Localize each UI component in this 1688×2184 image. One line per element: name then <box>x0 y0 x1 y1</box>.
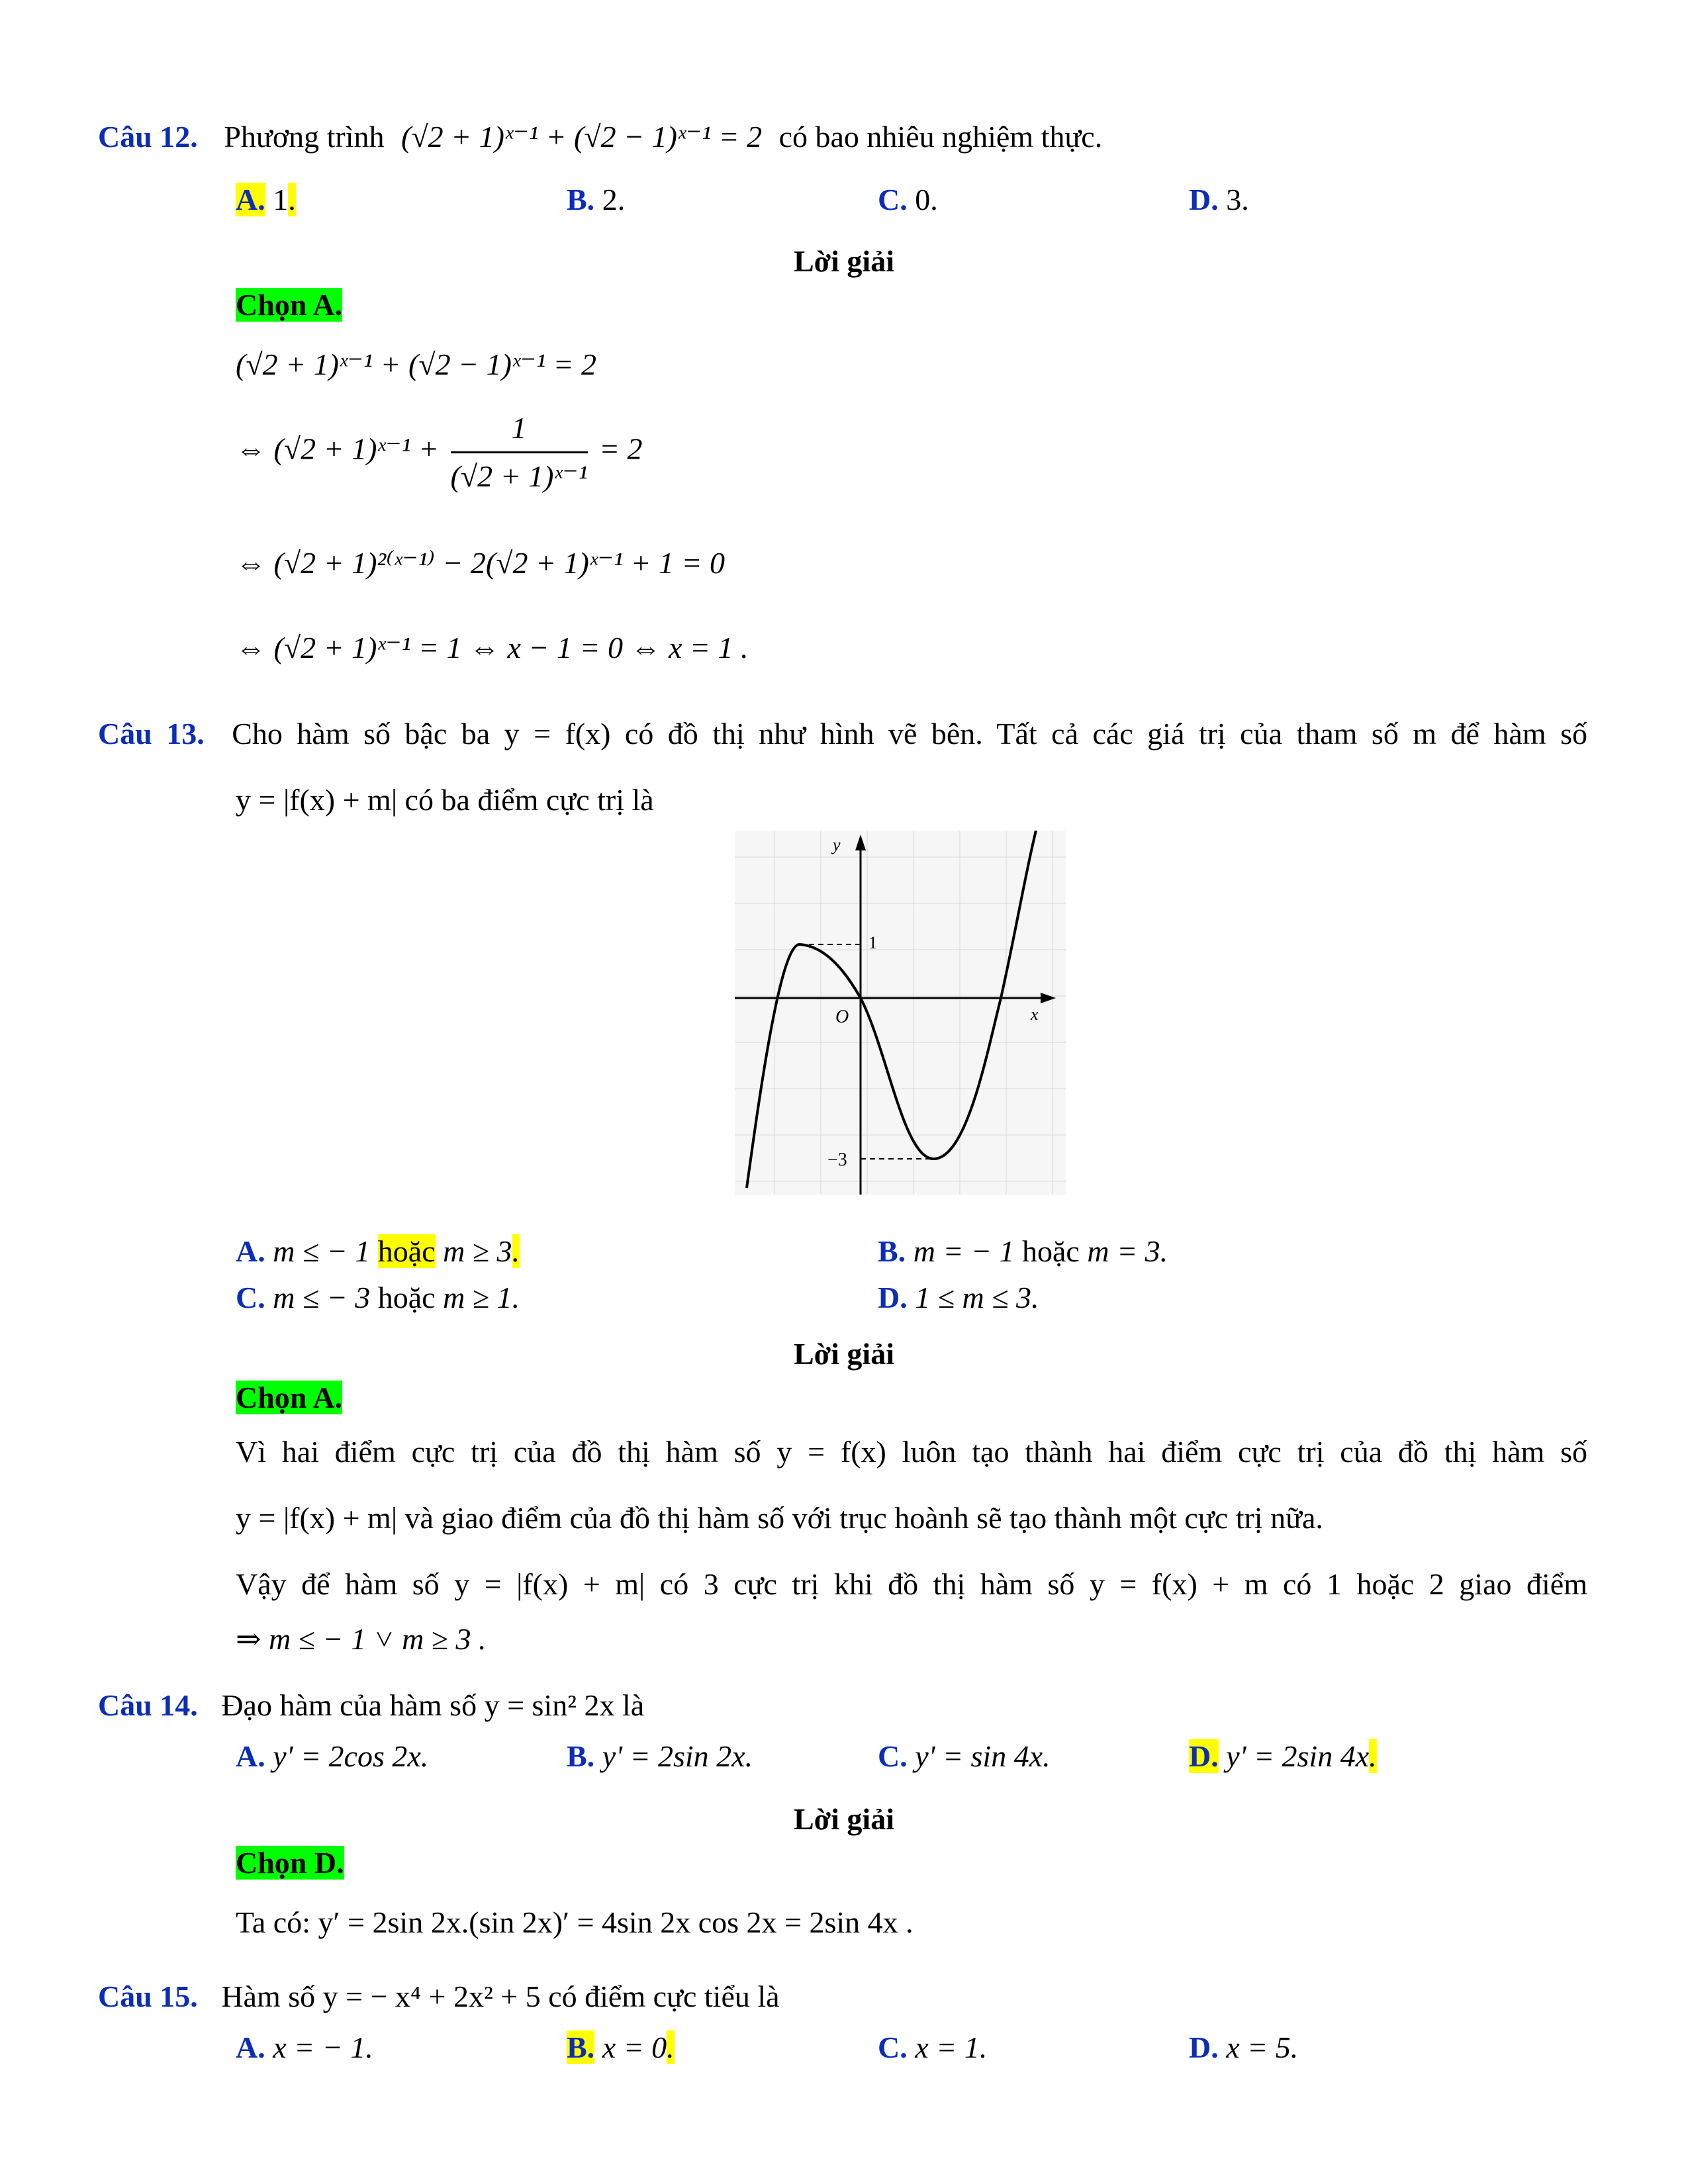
option-letter: D. <box>1189 1739 1219 1773</box>
question-prompt: Hàm số y = − x⁴ + 2x² + 5 có điểm cực tiểu là <box>221 1979 780 2013</box>
option-c[interactable]: C. x = 1. <box>878 2030 988 2064</box>
explanation-line: y = |f(x) + m| và giao điểm của đồ thị hàm số với trục hoành sẽ tạo thành một cực trị nữa. <box>236 1501 1323 1535</box>
question-label: Câu 13. <box>98 717 205 751</box>
solution-step: (√2 + 1)ˣ⁻¹ + (√2 − 1)ˣ⁻¹ = 2 <box>236 347 597 381</box>
explanation-line: ⇒ m ≤ − 1 ˅ m ≥ 3 . <box>236 1622 487 1656</box>
option-a[interactable]: A. m ≤ − 1 hoặc m ≥ 3. <box>236 1234 520 1268</box>
option-b[interactable]: B. y' = 2sin 2x. <box>567 1739 753 1773</box>
origin-label: O <box>835 1007 849 1027</box>
solution-heading: Lời giải <box>794 1802 894 1836</box>
cubic-graph <box>735 831 1066 1195</box>
option-c[interactable]: C. y' = sin 4x. <box>878 1739 1051 1773</box>
option-d[interactable]: D. y' = 2sin 4x. <box>1189 1739 1377 1773</box>
option-letter: B. <box>567 183 595 216</box>
solution-step: ⇔ (√2 + 1)ˣ⁻¹ = 1 ⇔ x − 1 = 0 ⇔ x = 1 . <box>236 631 749 664</box>
option-letter: A. <box>236 1739 265 1773</box>
option-value: 0 <box>915 183 931 216</box>
question-label: Câu 12. <box>98 120 198 154</box>
explanation-line: Vậy để hàm số y = |f(x) + m| có 3 cực trị khi đồ thị hàm số y = f(x) + m có 1 hoặc 2 giao điểm <box>236 1567 1587 1601</box>
option-letter: A. <box>236 183 265 216</box>
option-letter: D. <box>878 1281 908 1314</box>
option-a[interactable]: A. 1. <box>236 183 296 216</box>
option-value: 1 <box>273 183 289 216</box>
option-a[interactable]: A. y' = 2cos 2x. <box>236 1739 429 1773</box>
option-letter: C. <box>878 2030 908 2064</box>
option-value: 3 <box>1226 183 1242 216</box>
question-label: Câu 14. <box>98 1688 198 1722</box>
question-prompt: Đạo hàm của hàm số y = sin² 2x là <box>221 1688 645 1722</box>
solution-step: ⇔ (√2 + 1)ˣ⁻¹ + $\frac{1}{\text{(√2 + 1)ˣ⁻¹}}$ = 2 <box>236 409 643 495</box>
y-axis-label: y <box>833 835 841 854</box>
question-12 <box>98 118 1102 156</box>
question-prompt-tail: có bao nhiêu nghiệm thực. <box>778 120 1103 154</box>
chosen-answer: Chọn A. <box>236 1381 343 1414</box>
equation: (√2 + 1)ˣ⁻¹ + (√2 − 1)ˣ⁻¹ = 2 <box>401 120 763 154</box>
question-prompt: Phương trình <box>224 120 385 154</box>
option-c[interactable]: C. 0. <box>878 183 938 216</box>
x-axis-label: x <box>1031 1005 1039 1024</box>
option-letter: C. <box>878 183 908 216</box>
option-d[interactable]: D. x = 5. <box>1189 2030 1299 2064</box>
explanation-line: Vì hai điểm cực trị của đồ thị hàm số y = f(x) luôn tạo thành hai điểm cực trị của đồ thị hàm số <box>236 1435 1587 1469</box>
option-letter: C. <box>236 1281 265 1314</box>
min-value-label: −3 <box>827 1150 847 1170</box>
chosen-answer: Chọn D. <box>236 1846 344 1880</box>
option-b[interactable]: B. m = − 1 hoặc m = 3. <box>878 1234 1168 1268</box>
option-d[interactable]: D. 3. <box>1189 183 1249 216</box>
explanation-line: Ta có: y′ = 2sin 2x.(sin 2x)′ = 4sin 2x cos 2x = 2sin 4x . <box>236 1905 914 1939</box>
question-prompt-line2: y = |f(x) + m| có ba điểm cực trị là <box>236 783 654 817</box>
solution-step: ⇔ (√2 + 1)²⁽ˣ⁻¹⁾ − 2(√2 + 1)ˣ⁻¹ + 1 = 0 <box>236 546 725 580</box>
fraction: $\frac{1}{\text{(√2 + 1)ˣ⁻¹}}$ <box>451 409 588 495</box>
option-letter: A. <box>236 2030 265 2064</box>
option-letter: C. <box>878 1739 908 1773</box>
option-b[interactable]: B. x = 0. <box>567 2030 675 2064</box>
chosen-answer: Chọn A. <box>236 288 343 322</box>
question-13 <box>98 715 1587 753</box>
option-letter: B. <box>878 1234 906 1268</box>
max-value-label: 1 <box>868 933 877 952</box>
question-prompt: Cho hàm số bậc ba y = f(x) có đồ thị như hình vẽ bên. Tất cả các giá trị của tham số m để hàm số <box>232 717 1587 751</box>
option-c[interactable]: C. m ≤ − 3 hoặc m ≥ 1. <box>236 1281 520 1314</box>
solution-heading: Lời giải <box>794 1337 894 1371</box>
option-letter: B. <box>567 1739 595 1773</box>
option-letter: A. <box>236 1234 265 1268</box>
option-b[interactable]: B. 2. <box>567 183 626 216</box>
question-15 <box>98 1978 780 2016</box>
option-letter: D. <box>1189 183 1219 216</box>
option-value: 2 <box>602 183 618 216</box>
option-d[interactable]: D. 1 ≤ m ≤ 3. <box>878 1281 1039 1314</box>
option-a[interactable]: A. x = − 1. <box>236 2030 373 2064</box>
option-letter: B. <box>567 2030 595 2064</box>
question-label: Câu 15. <box>98 1979 198 2013</box>
option-letter: D. <box>1189 2030 1219 2064</box>
solution-heading: Lời giải <box>794 244 894 278</box>
question-14 <box>98 1686 644 1725</box>
